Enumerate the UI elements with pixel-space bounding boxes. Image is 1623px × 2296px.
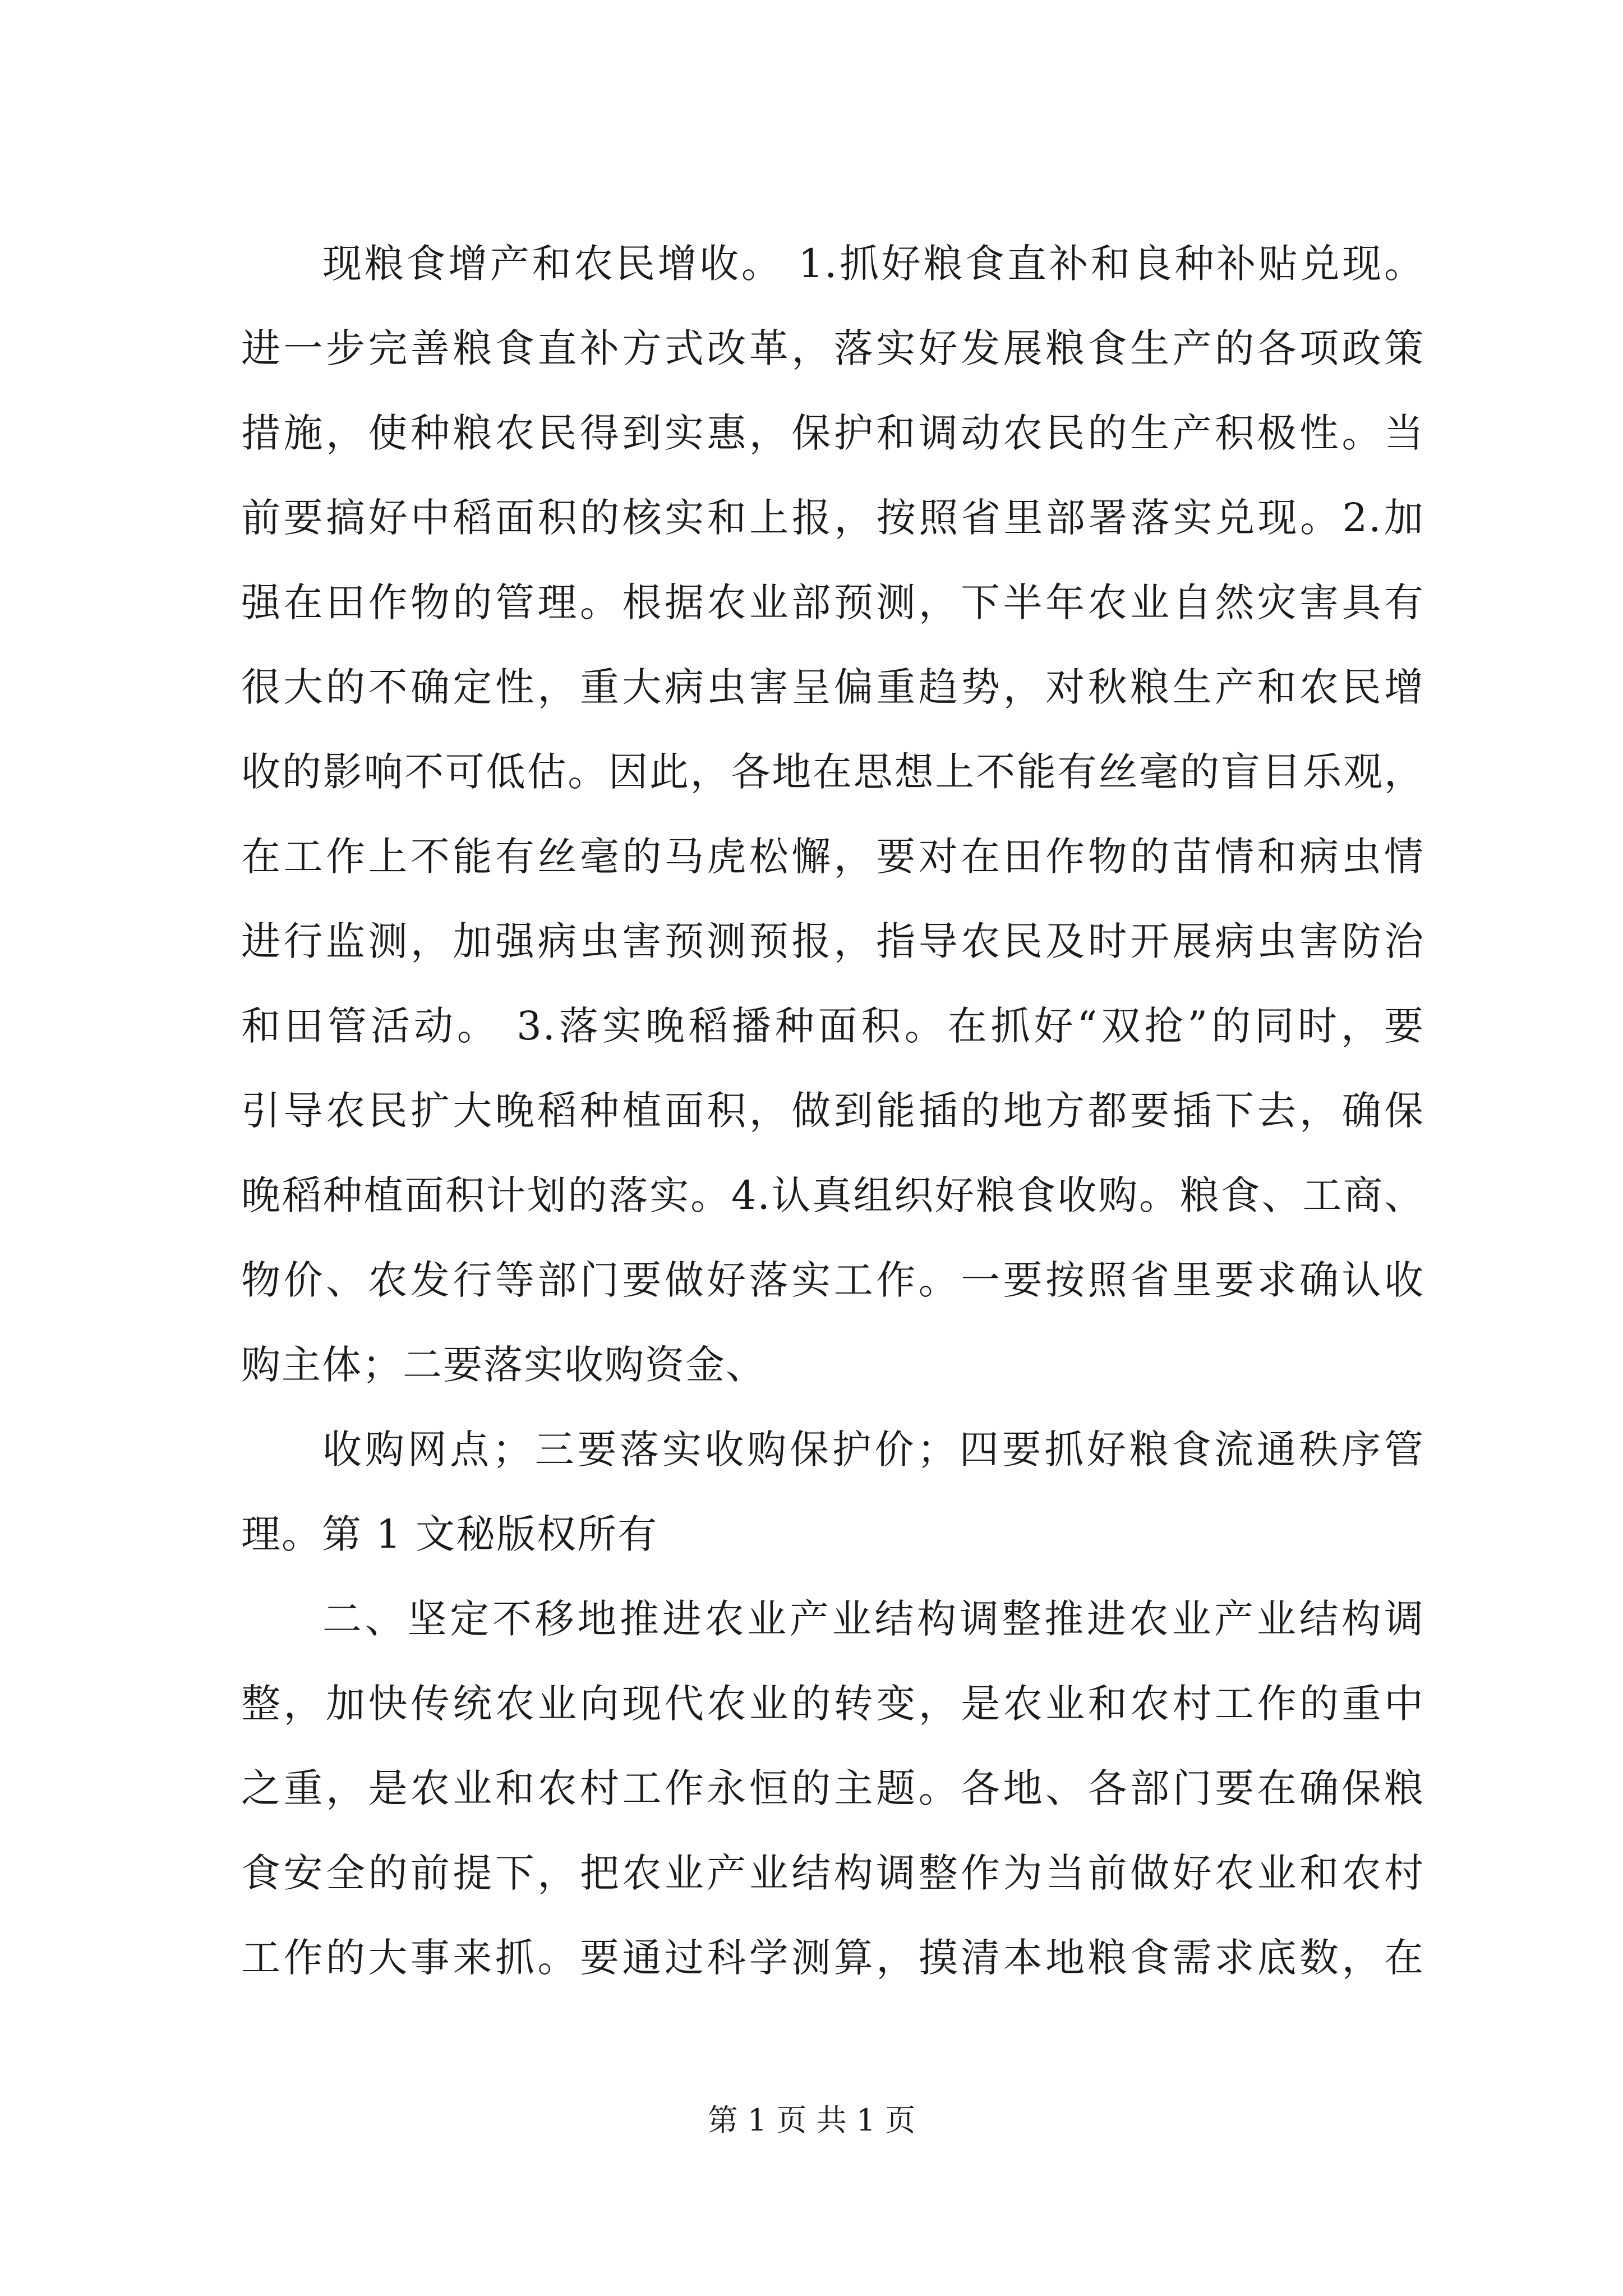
text-line: 进行监测，加强病虫害预测预报，指导农民及时开展病虫害防治 [241,918,1424,964]
text-line: 强在田作物的管理。根据农业部预测，下半年农业自然灾害具有 [241,579,1424,625]
text-line: 措施，使种粮农民得到实惠，保护和调动农民的生产积极性。当 [241,410,1424,456]
text-line: 收购网点；三要落实收购保护价；四要抓好粮食流通秩序管 [322,1427,1424,1473]
text-line: 购主体；二要落实收购资金、 [241,1342,766,1388]
document-body [241,222,1424,2000]
paragraph-1 [241,222,1424,1407]
text-line: 物价、农发行等部门要做好落实工作。一要按照省里要求确认收 [241,1257,1424,1303]
text-line: 食安全的前提下，把农业产业结构调整作为当前做好农业和农村 [241,1850,1424,1896]
text-line: 现粮食增产和农民增收。 1.抓好粮食直补和良种补贴兑现。 [322,241,1424,287]
text-line: 进一步完善粮食直补方式改革，落实好发展粮食生产的各项政策 [241,325,1424,371]
text-line: 理。第 1 文秘版权所有 [241,1511,658,1557]
text-line: 很大的不确定性，重大病虫害呈偏重趋势，对秋粮生产和农民增 [241,664,1424,710]
paragraph-2 [241,1407,1424,1577]
text-line: 整，加快传统农业向现代农业的转变，是农业和农村工作的重中 [241,1681,1424,1727]
text-line: 引导农民扩大晚稻种植面积，做到能插的地方都要插下去，确保 [241,1088,1424,1134]
text-line: 前要搞好中稻面积的核实和上报，按照省里部署落实兑现。2.加 [241,495,1424,541]
text-line: 在工作上不能有丝毫的马虎松懈，要对在田作物的苗情和病虫情 [241,834,1424,880]
text-line: 之重，是农业和农村工作永恒的主题。各地、各部门要在确保粮 [241,1765,1424,1811]
text-line: 和田管活动。 3.落实晚稻播种面积。在抓好“双抢”的同时，要 [241,1003,1424,1049]
page-number-footer: 第 1 页 共 1 页 [707,2102,916,2138]
text-line: 二、坚定不移地推进农业产业结构调整推进农业产业结构调 [322,1596,1424,1642]
paragraph-3 [241,1577,1424,2000]
text-line: 晚稻种植面积计划的落实。4.认真组织好粮食收购。粮食、工商、 [241,1172,1424,1218]
text-line: 工作的大事来抓。要通过科学测算，摸清本地粮食需求底数，在 [241,1935,1424,1981]
text-line: 收的影响不可低估。因此，各地在思想上不能有丝毫的盲目乐观， [241,749,1424,795]
